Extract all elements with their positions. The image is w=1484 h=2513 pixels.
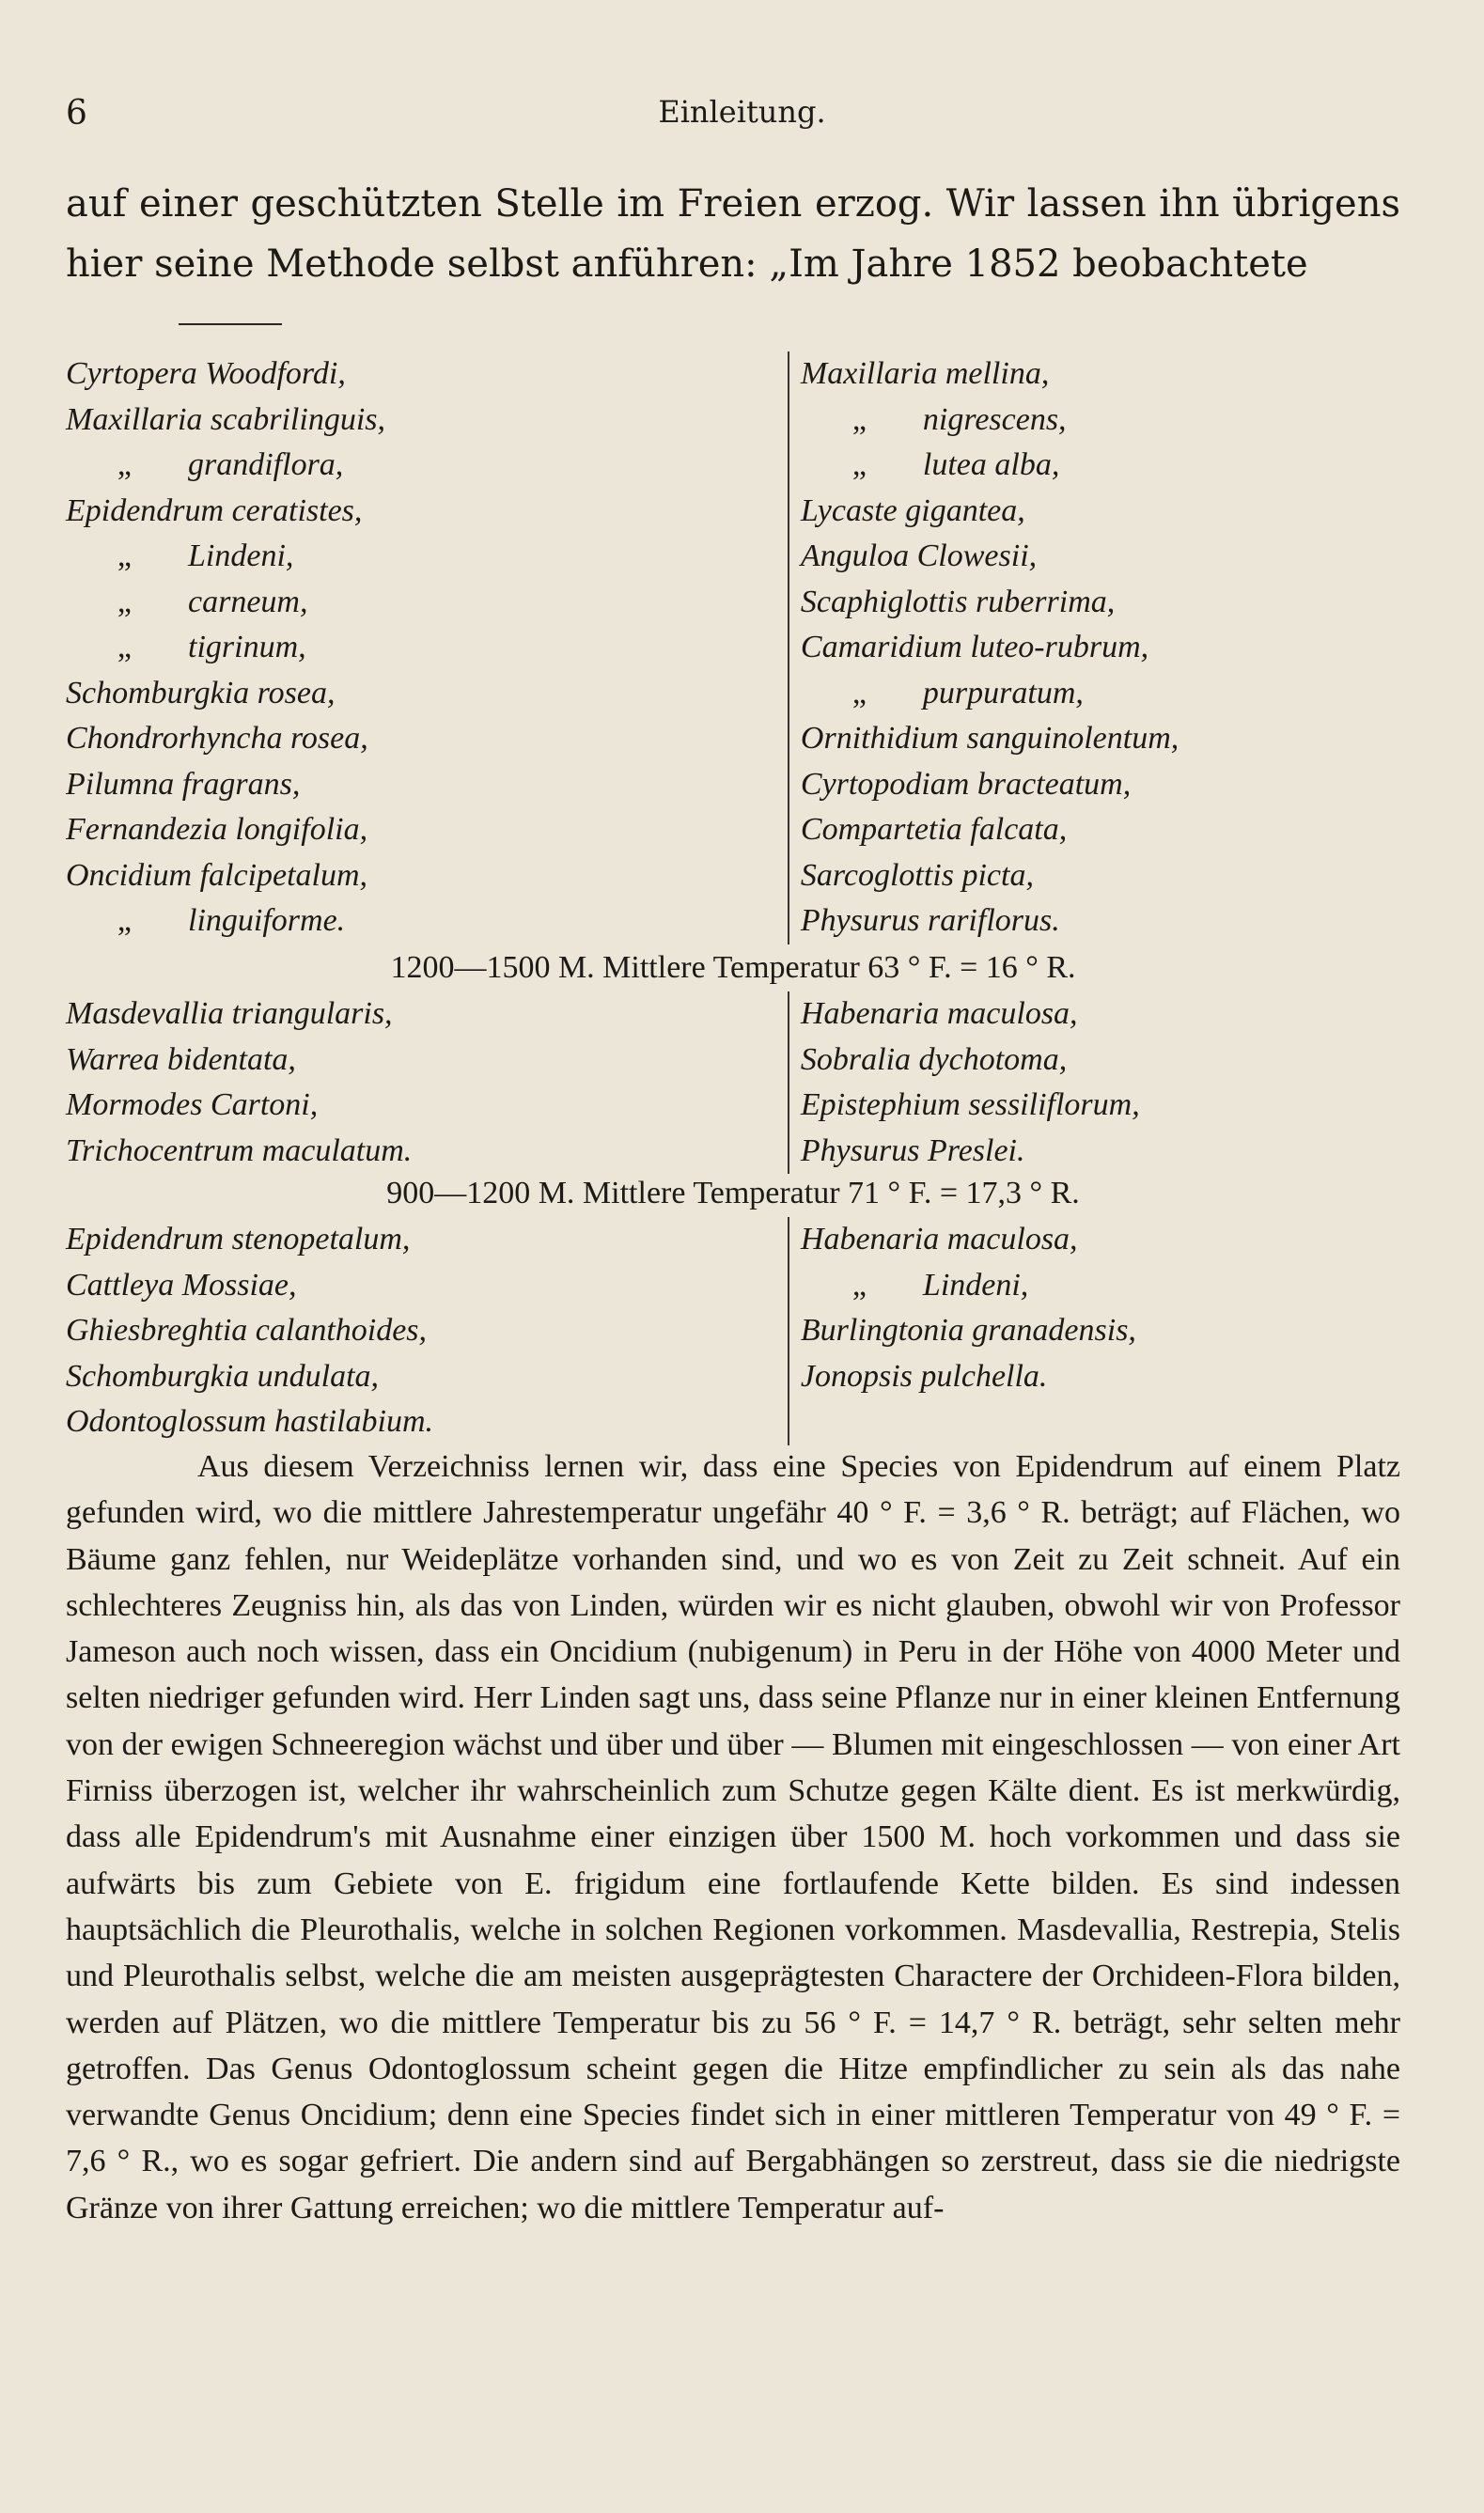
ditto-mark: „	[117, 447, 132, 482]
species-name: Cattleya Mossiae,	[66, 1267, 297, 1303]
ditto-mark: „	[117, 903, 132, 938]
species-entry	[801, 489, 1400, 535]
species-entry	[801, 1083, 1400, 1129]
species-name: Maxillaria scabrilinguis,	[66, 401, 385, 437]
species-name: Ghiesbreghtia calanthoides,	[66, 1313, 428, 1348]
species-name: Epistephium sessiliflorum,	[800, 1087, 1140, 1122]
species-entry	[66, 1217, 722, 1263]
species-entry	[66, 1308, 722, 1354]
species-name: linguiforme.	[188, 903, 346, 938]
species-name: Mormodes Cartoni,	[66, 1087, 319, 1122]
temperature-heading: 1200—1500 M. Mittlere Temperatur 63 ° F. = 16 ° R.	[390, 950, 1076, 985]
species-column-left	[66, 351, 789, 944]
species-name: carneum,	[188, 584, 308, 619]
species-entry	[66, 351, 722, 398]
temperature-heading: 900—1200 M. Mittlere Temperatur 71 ° F. = 17,3 ° R.	[386, 1176, 1080, 1210]
species-name: Cyrtopera Woodfordi,	[66, 356, 346, 391]
species-entry	[66, 580, 722, 626]
species-name: purpuratum,	[922, 675, 1084, 710]
species-name: Cyrtopodiam bracteatum,	[800, 766, 1132, 802]
species-column-right	[789, 351, 1400, 944]
species-entry	[801, 443, 1400, 489]
species-entry	[66, 853, 722, 899]
species-name: Fernandezia longifolia,	[66, 812, 368, 847]
species-name: Lindeni,	[188, 538, 294, 573]
ditto-mark: „	[851, 1267, 867, 1303]
species-name: Chondrorhyncha rosea,	[66, 721, 368, 756]
species-entry	[66, 1354, 722, 1400]
paragraph-text: Aus diesem Verzeichniss lernen wir, dass eine Species von Epidendrum auf einem Platz gefunden wird, wo die mittlere Jahrestemperatur ungefähr 40 ° F. = 3,6 ° R. beträgt; auf Flächen, wo Bäume ganz fehlen, nur Weideplätze vorhanden sind, und wo es von Zeit zu Zeit schneit. Auf ein schlechteres Zeugniss hin, als das von Linden, würden wir es nicht glauben, obwohl wir von Professor Jameson auch noch wissen, dass ein Oncidium (nubigenum) in Peru in der Höhe von 4000 Meter und selten niedriger gefunden wird. Herr Linden sagt uns, dass seine Pflanze nur in einer kleinen Entfernung von der ewigen Schneeregion wächst und über und über — Blumen mit eingeschlossen — von einer Art Firniss überzogen ist, welcher ihr wahrscheinlich zum Schutze gegen Kälte dient. Es ist merkwürdig, dass alle Epidendrum's mit Ausnahme einer einzigen über 1500 M. hoch vorkommen und dass sie aufwärts bis zum Gebiete von E. frigidum eine fortlaufende Kette bilden. Es sind indessen hauptsächlich die Pleurothalis, welche in solchen Regionen vorkommen. Masdevallia, Restrepia, Stelis und Pleurothalis selbst, welche die am meisten ausgeprägtesten Charactere der Orchideen-Flora bilden, werden auf Plätzen, wo die mittlere Temperatur bis zu 56 ° F. = 14,7 ° R. beträgt, sehr selten mehr getroffen. Das Genus Odontoglossum scheint gegen die Hitze empfindlicher zu sein als das nahe verwandte Genus Oncidium; denn eine Species findet sich in einer mittleren Temperatur von 49 ° F. = 7,6 ° R., wo es sogar gefriert. Die andern sind auf Bergabhängen so zerstreut, dass sie die niedrigste Gränze von ihrer Gattung erreichen; wo die mittlere Temperatur auf-	[66, 1449, 1400, 2225]
species-name: Burlingtonia granadensis,	[800, 1313, 1136, 1348]
species-name: lutea alba,	[922, 447, 1060, 482]
species-entry	[66, 671, 722, 717]
species-entry	[801, 671, 1400, 717]
species-entry	[66, 807, 722, 853]
species-name: Epidendrum ceratistes,	[66, 492, 363, 528]
ditto-mark: „	[117, 630, 132, 664]
species-name: Epidendrum stenopetalum,	[66, 1222, 411, 1256]
species-table-section-2	[66, 944, 1400, 1174]
species-entry	[66, 1129, 722, 1175]
species-name: Anguloa Clowesii,	[800, 538, 1038, 573]
species-entry	[66, 1399, 722, 1445]
ditto-mark: „	[117, 538, 132, 573]
species-name: Maxillaria mellina,	[800, 356, 1050, 391]
species-entry	[801, 625, 1400, 671]
species-entry	[66, 716, 722, 762]
species-name: Warrea bidentata,	[66, 1041, 296, 1077]
species-entry	[801, 853, 1400, 899]
species-entry	[66, 398, 722, 444]
species-name: Scaphiglottis ruberrima,	[800, 584, 1116, 619]
species-entry	[801, 1354, 1400, 1400]
species-column-left	[66, 1217, 789, 1445]
species-entry	[801, 991, 1400, 1038]
intro-text: auf einer geschützten Stelle im Freien erzog. Wir lassen ihn übrigens hier seine Methode selbst anführen: „Im Jahre 1852 beobachtete	[66, 182, 1400, 286]
species-name: Habenaria maculosa,	[800, 996, 1078, 1031]
species-name: Jonopsis pulchella.	[800, 1358, 1048, 1394]
species-entry	[801, 1038, 1400, 1084]
species-name: Compartetia falcata,	[800, 812, 1068, 847]
species-entry	[801, 807, 1400, 853]
species-table-section-1	[66, 351, 1400, 944]
species-entry	[801, 716, 1400, 762]
species-column-right	[789, 991, 1400, 1174]
species-entry	[801, 1308, 1400, 1354]
species-entry	[801, 1217, 1400, 1263]
species-name: Odontoglossum hastilabium.	[66, 1404, 434, 1439]
species-entry	[66, 762, 722, 808]
species-name: Trichocentrum maculatum.	[66, 1132, 413, 1168]
running-header: Einleitung.	[658, 94, 826, 130]
species-entry	[801, 534, 1400, 580]
species-name: Schomburgkia rosea,	[66, 675, 336, 710]
species-name: tigrinum,	[188, 630, 306, 664]
species-name: Ornithidium sanguinolentum,	[800, 721, 1179, 756]
species-entry	[66, 1038, 722, 1084]
species-entry	[66, 443, 722, 489]
species-column-left	[66, 991, 789, 1174]
species-name: Sarcoglottis picta,	[800, 857, 1034, 893]
species-name: Lindeni,	[922, 1267, 1029, 1303]
footnote-rule	[179, 323, 282, 325]
species-entry	[801, 1129, 1400, 1175]
body-paragraph	[66, 1444, 1400, 2231]
species-table-section-3	[66, 1170, 1400, 1445]
species-entry	[801, 762, 1400, 808]
species-entry	[66, 625, 722, 671]
species-entry	[801, 398, 1400, 444]
species-entry	[66, 534, 722, 580]
species-entry	[801, 1263, 1400, 1309]
species-name: Lycaste gigantea,	[800, 492, 1025, 528]
species-entry	[801, 898, 1400, 944]
ditto-mark: „	[117, 584, 132, 619]
species-entry	[66, 1083, 722, 1129]
species-name: Camaridium luteo-rubrum,	[800, 630, 1149, 664]
species-entry	[66, 1263, 722, 1309]
species-entry	[801, 351, 1400, 398]
ditto-mark: „	[851, 401, 867, 437]
species-entry	[66, 898, 722, 944]
page-number: 6	[66, 94, 87, 133]
species-name: nigrescens,	[922, 401, 1067, 437]
species-name: Masdevallia triangularis,	[66, 996, 393, 1031]
species-entry	[801, 580, 1400, 626]
ditto-mark: „	[851, 447, 867, 482]
species-column-right	[789, 1217, 1400, 1445]
species-name: Sobralia dychotoma,	[800, 1041, 1068, 1077]
species-name: grandiflora,	[188, 447, 344, 482]
species-name: Physurus rariflorus.	[800, 903, 1060, 938]
species-entry	[66, 489, 722, 535]
species-entry	[66, 991, 722, 1038]
species-name: Pilumna fragrans,	[66, 766, 301, 802]
species-name: Habenaria maculosa,	[800, 1222, 1078, 1256]
ditto-mark: „	[851, 675, 867, 710]
species-name: Physurus Preslei.	[800, 1132, 1025, 1168]
species-name: Schomburgkia undulata,	[66, 1358, 380, 1394]
species-name: Oncidium falcipetalum,	[66, 857, 368, 893]
